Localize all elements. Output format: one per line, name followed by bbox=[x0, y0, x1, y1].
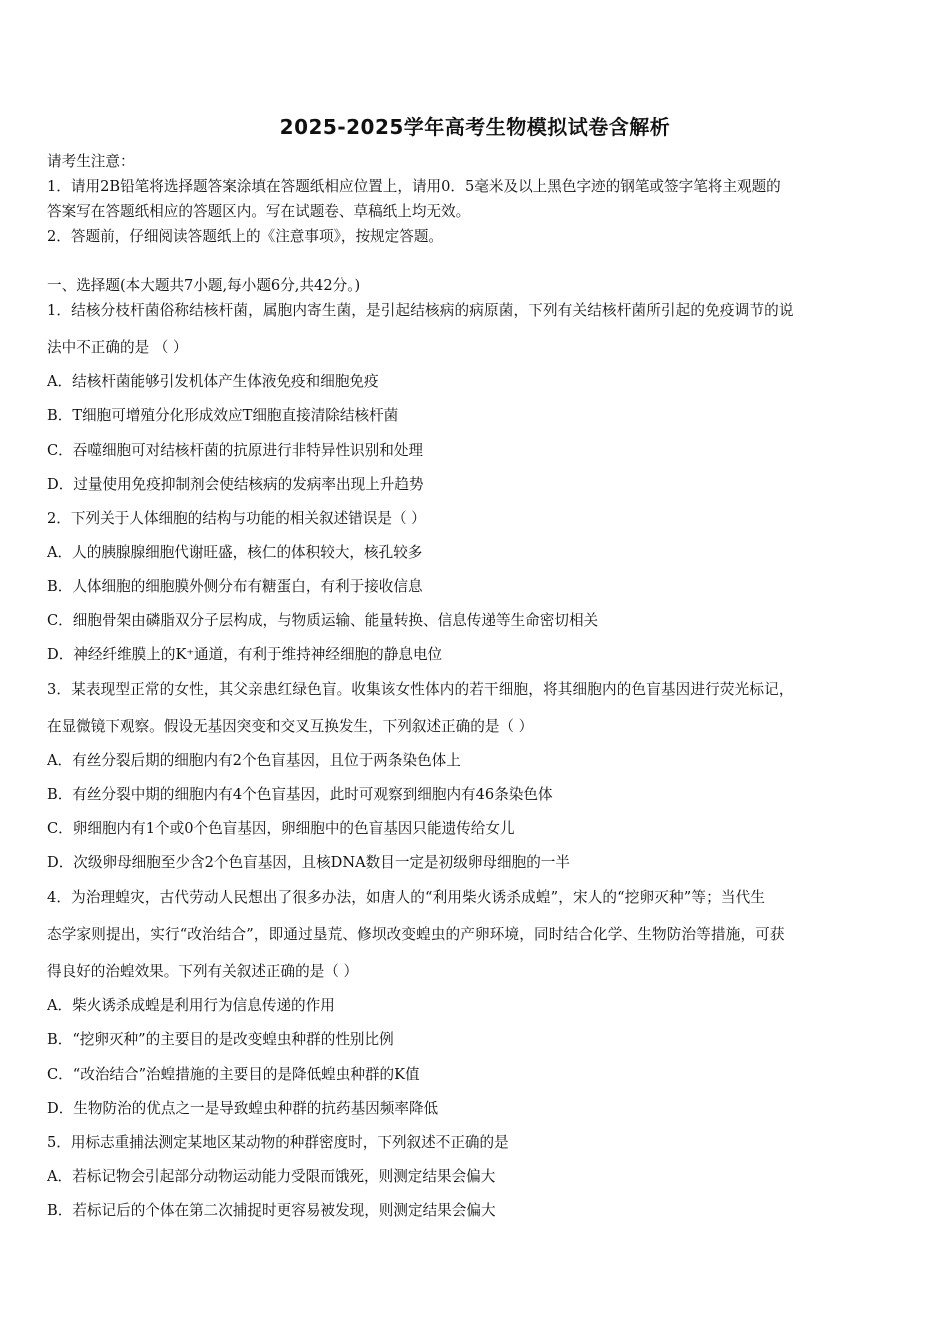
answer-option: C．吞噬细胞可对结核杆菌的抗原进行非特异性识别和处理 bbox=[47, 442, 424, 459]
answer-option: A．柴火诱杀成蝗是利用行为信息传递的作用 bbox=[47, 997, 335, 1014]
question-stem: 在显微镜下观察。假设无基因突变和交叉互换发生，下列叙述正确的是（ ） bbox=[47, 718, 534, 735]
answer-option: C．细胞骨架由磷脂双分子层构成，与物质运输、能量转换、信息传递等生命密切相关 bbox=[47, 612, 599, 629]
question-stem: 5．用标志重捕法测定某地区某动物的种群密度时，下列叙述不正确的是 bbox=[47, 1134, 509, 1151]
question-stem: 态学家则提出，实行“改治结合”，即通过垦荒、修坝改变蝗虫的产卵环境，同时结合化学、生物防治等措施，可获 bbox=[47, 926, 785, 943]
page-title: 2025-2025学年高考生物模拟试卷含解析 bbox=[279, 115, 671, 139]
answer-option: B．有丝分裂中期的细胞内有4个色盲基因，此时可观察到细胞内有46条染色体 bbox=[47, 786, 553, 803]
answer-option: A．若标记物会引起部分动物运动能力受限而饿死，则测定结果会偏大 bbox=[47, 1168, 496, 1185]
answer-option: D．次级卵母细胞至少含2个色盲基因，且核DNA数目一定是初级卵母细胞的一半 bbox=[47, 854, 570, 871]
question-stem: 4．为治理蝗灾，古代劳动人民想出了很多办法，如唐人的“利用柴火诱杀成蝗”，宋人的“挖卵灭种”等；当代生 bbox=[47, 889, 766, 906]
section-heading: 一、选择题(本大题共7小题,每小题6分,共42分。) bbox=[47, 277, 361, 294]
answer-option: B．人体细胞的细胞膜外侧分布有糖蛋白，有利于接收信息 bbox=[47, 578, 423, 595]
notice-heading: 请考生注意： bbox=[47, 153, 135, 170]
question-stem: 2．下列关于人体细胞的结构与功能的相关叙述错误是（ ） bbox=[47, 510, 426, 527]
notice-line: 答案写在答题纸相应的答题区内。写在试题卷、草稿纸上均无效。 bbox=[47, 203, 471, 220]
answer-option: D．生物防治的优点之一是导致蝗虫种群的抗药基因频率降低 bbox=[47, 1100, 439, 1117]
answer-option: C．“改治结合”治蝗措施的主要目的是降低蝗虫种群的K值 bbox=[47, 1066, 420, 1083]
question-stem: 得良好的治蝗效果。下列有关叙述正确的是（ ） bbox=[47, 963, 359, 980]
answer-option: B．若标记后的个体在第二次捕捉时更容易被发现，则测定结果会偏大 bbox=[47, 1202, 496, 1219]
notice-line: 2．答题前，仔细阅读答题纸上的《注意事项》，按规定答题。 bbox=[47, 228, 444, 245]
answer-option: A．结核杆菌能够引发机体产生体液免疫和细胞免疫 bbox=[47, 373, 379, 390]
answer-option: D．神经纤维膜上的K⁺通道，有利于维持神经细胞的静息电位 bbox=[47, 646, 443, 663]
answer-option: D．过量使用免疫抑制剂会使结核病的发病率出现上升趋势 bbox=[47, 476, 424, 493]
question-stem: 法中不正确的是 （ ） bbox=[47, 339, 188, 356]
notice-line: 1．请用2B铅笔将选择题答案涂填在答题纸相应位置上，请用0．5毫米及以上黑色字迹的钢笔或签字笔将主观题的 bbox=[47, 178, 781, 195]
question-stem: 1．结核分枝杆菌俗称结核杆菌，属胞内寄生菌，是引起结核病的病原菌，下列有关结核杆菌所引起的免疫调节的说 bbox=[47, 302, 794, 319]
answer-option: A．人的胰腺腺细胞代谢旺盛，核仁的体积较大，核孔较多 bbox=[47, 544, 423, 561]
answer-option: B．T细胞可增殖分化形成效应T细胞直接清除结核杆菌 bbox=[47, 407, 399, 424]
answer-option: A．有丝分裂后期的细胞内有2个色盲基因，且位于两条染色体上 bbox=[47, 752, 461, 769]
question-stem: 3．某表现型正常的女性，其父亲患红绿色盲。收集该女性体内的若干细胞，将其细胞内的色盲基因进行荧光标记， bbox=[47, 681, 794, 698]
answer-option: B．“挖卵灭种”的主要目的是改变蝗虫种群的性别比例 bbox=[47, 1031, 394, 1048]
answer-option: C．卵细胞内有1个或0个色盲基因，卵细胞中的色盲基因只能遗传给女儿 bbox=[47, 820, 515, 837]
